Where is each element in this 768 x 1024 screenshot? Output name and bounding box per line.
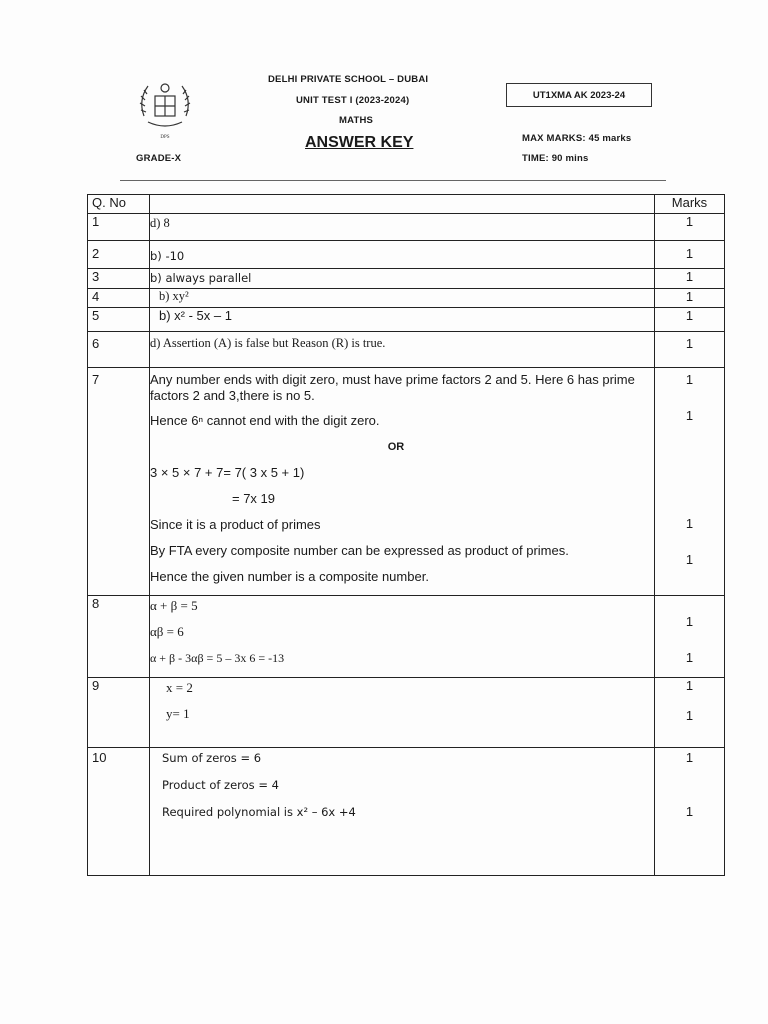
question-number: 4: [88, 289, 150, 308]
answer-cell: [150, 678, 655, 748]
answer-cell: [150, 596, 655, 678]
answer-text: b) x² - 5x – 1: [150, 308, 655, 332]
answer-or-label: OR: [387, 441, 405, 453]
answer-table: [87, 194, 725, 876]
question-number: 3: [88, 269, 150, 289]
marks-cell: [655, 748, 725, 876]
col-header-qno: Q. No: [88, 195, 150, 214]
table-row: [88, 241, 725, 269]
question-number: 10: [88, 748, 150, 876]
table-row: [88, 214, 725, 241]
exam-time: TIME: 90 mins: [522, 153, 589, 164]
marks-cell: [655, 596, 725, 678]
col-header-marks: Marks: [655, 195, 725, 214]
marks-value: 1: [685, 552, 694, 567]
answer-line: Sum of zeros = 6: [162, 751, 262, 765]
max-marks: MAX MARKS: 45 marks: [522, 133, 632, 144]
answer-text: b) -10: [150, 241, 655, 269]
svg-text:DPS: DPS: [160, 135, 170, 140]
answer-cell: [150, 748, 655, 876]
answer-text: d) Assertion (A) is false but Reason (R) is true.: [150, 332, 655, 368]
question-number: 5: [88, 308, 150, 332]
table-row: [88, 308, 725, 332]
marks-value: 1: [685, 516, 694, 531]
answer-line: By FTA every composite number can be expressed as product of primes.: [150, 543, 569, 558]
question-number: 6: [88, 332, 150, 368]
marks-value: 1: [685, 650, 694, 665]
question-number: 1: [88, 214, 150, 241]
table-row: [88, 332, 725, 368]
answer-line: αβ = 6: [150, 624, 184, 639]
answer-line: Hence 6ⁿ cannot end with the digit zero.: [150, 413, 380, 428]
answer-line: Hence the given number is a composite number.: [150, 569, 429, 584]
answer-text: b) xy²: [150, 289, 655, 308]
answer-line: Since it is a product of primes: [150, 517, 321, 532]
page-title: ANSWER KEY: [305, 134, 414, 151]
answer-line: Any number ends with digit zero, must have prime factors 2 and 5. Here 6 has prime factors 2 and 3,there is no 5.: [150, 372, 635, 403]
answer-line: y= 1: [166, 706, 190, 721]
question-number: 7: [88, 368, 150, 596]
table-header-row: [88, 195, 725, 214]
answer-line: = 7x 19: [232, 491, 276, 506]
question-number: 9: [88, 678, 150, 748]
marks-value: 1: [655, 269, 725, 289]
answer-line: α + β = 5: [150, 598, 198, 613]
marks-value: 1: [655, 332, 725, 368]
marks-value: 1: [655, 214, 725, 241]
table-row: [88, 678, 725, 748]
marks-value: 1: [685, 408, 694, 423]
header-divider: [120, 180, 666, 181]
table-row: [88, 368, 725, 596]
marks-value: 1: [685, 678, 694, 693]
marks-value: 1: [685, 750, 694, 765]
table-row: [88, 748, 725, 876]
marks-value: 1: [685, 708, 694, 723]
school-crest-logo: [134, 76, 196, 142]
table-row: [88, 269, 725, 289]
question-number: 2: [88, 241, 150, 269]
answer-text: b) always parallel: [150, 269, 655, 289]
marks-cell: [655, 678, 725, 748]
table-row: [88, 596, 725, 678]
marks-cell: [655, 368, 725, 596]
answer-line: 3 × 5 × 7 + 7= 7( 3 x 5 + 1): [150, 465, 305, 480]
marks-value: 1: [655, 241, 725, 269]
answer-cell: [150, 368, 655, 596]
answer-line: Required polynomial is x² – 6x +4: [162, 805, 356, 819]
marks-value: 1: [685, 804, 694, 819]
question-number: 8: [88, 596, 150, 678]
marks-value: 1: [655, 308, 725, 332]
school-name: DELHI PRIVATE SCHOOL – DUBAI: [268, 74, 429, 85]
grade-label: GRADE-X: [136, 153, 182, 164]
answer-line: Product of zeros = 4: [162, 778, 279, 792]
answer-line: x = 2: [166, 680, 193, 695]
subject-name: MATHS: [339, 115, 374, 126]
marks-value: 1: [685, 372, 694, 387]
test-name: UNIT TEST I (2023-2024): [296, 95, 410, 106]
answer-text: d) 8: [150, 214, 655, 241]
col-header-answer: [150, 195, 655, 214]
paper-code-box: UT1XMA AK 2023-24: [506, 83, 652, 107]
marks-value: 1: [655, 289, 725, 308]
answer-line: α + β - 3αβ = 5 – 3x 6 = -13: [150, 651, 285, 665]
table-row: [88, 289, 725, 308]
marks-value: 1: [685, 614, 694, 629]
